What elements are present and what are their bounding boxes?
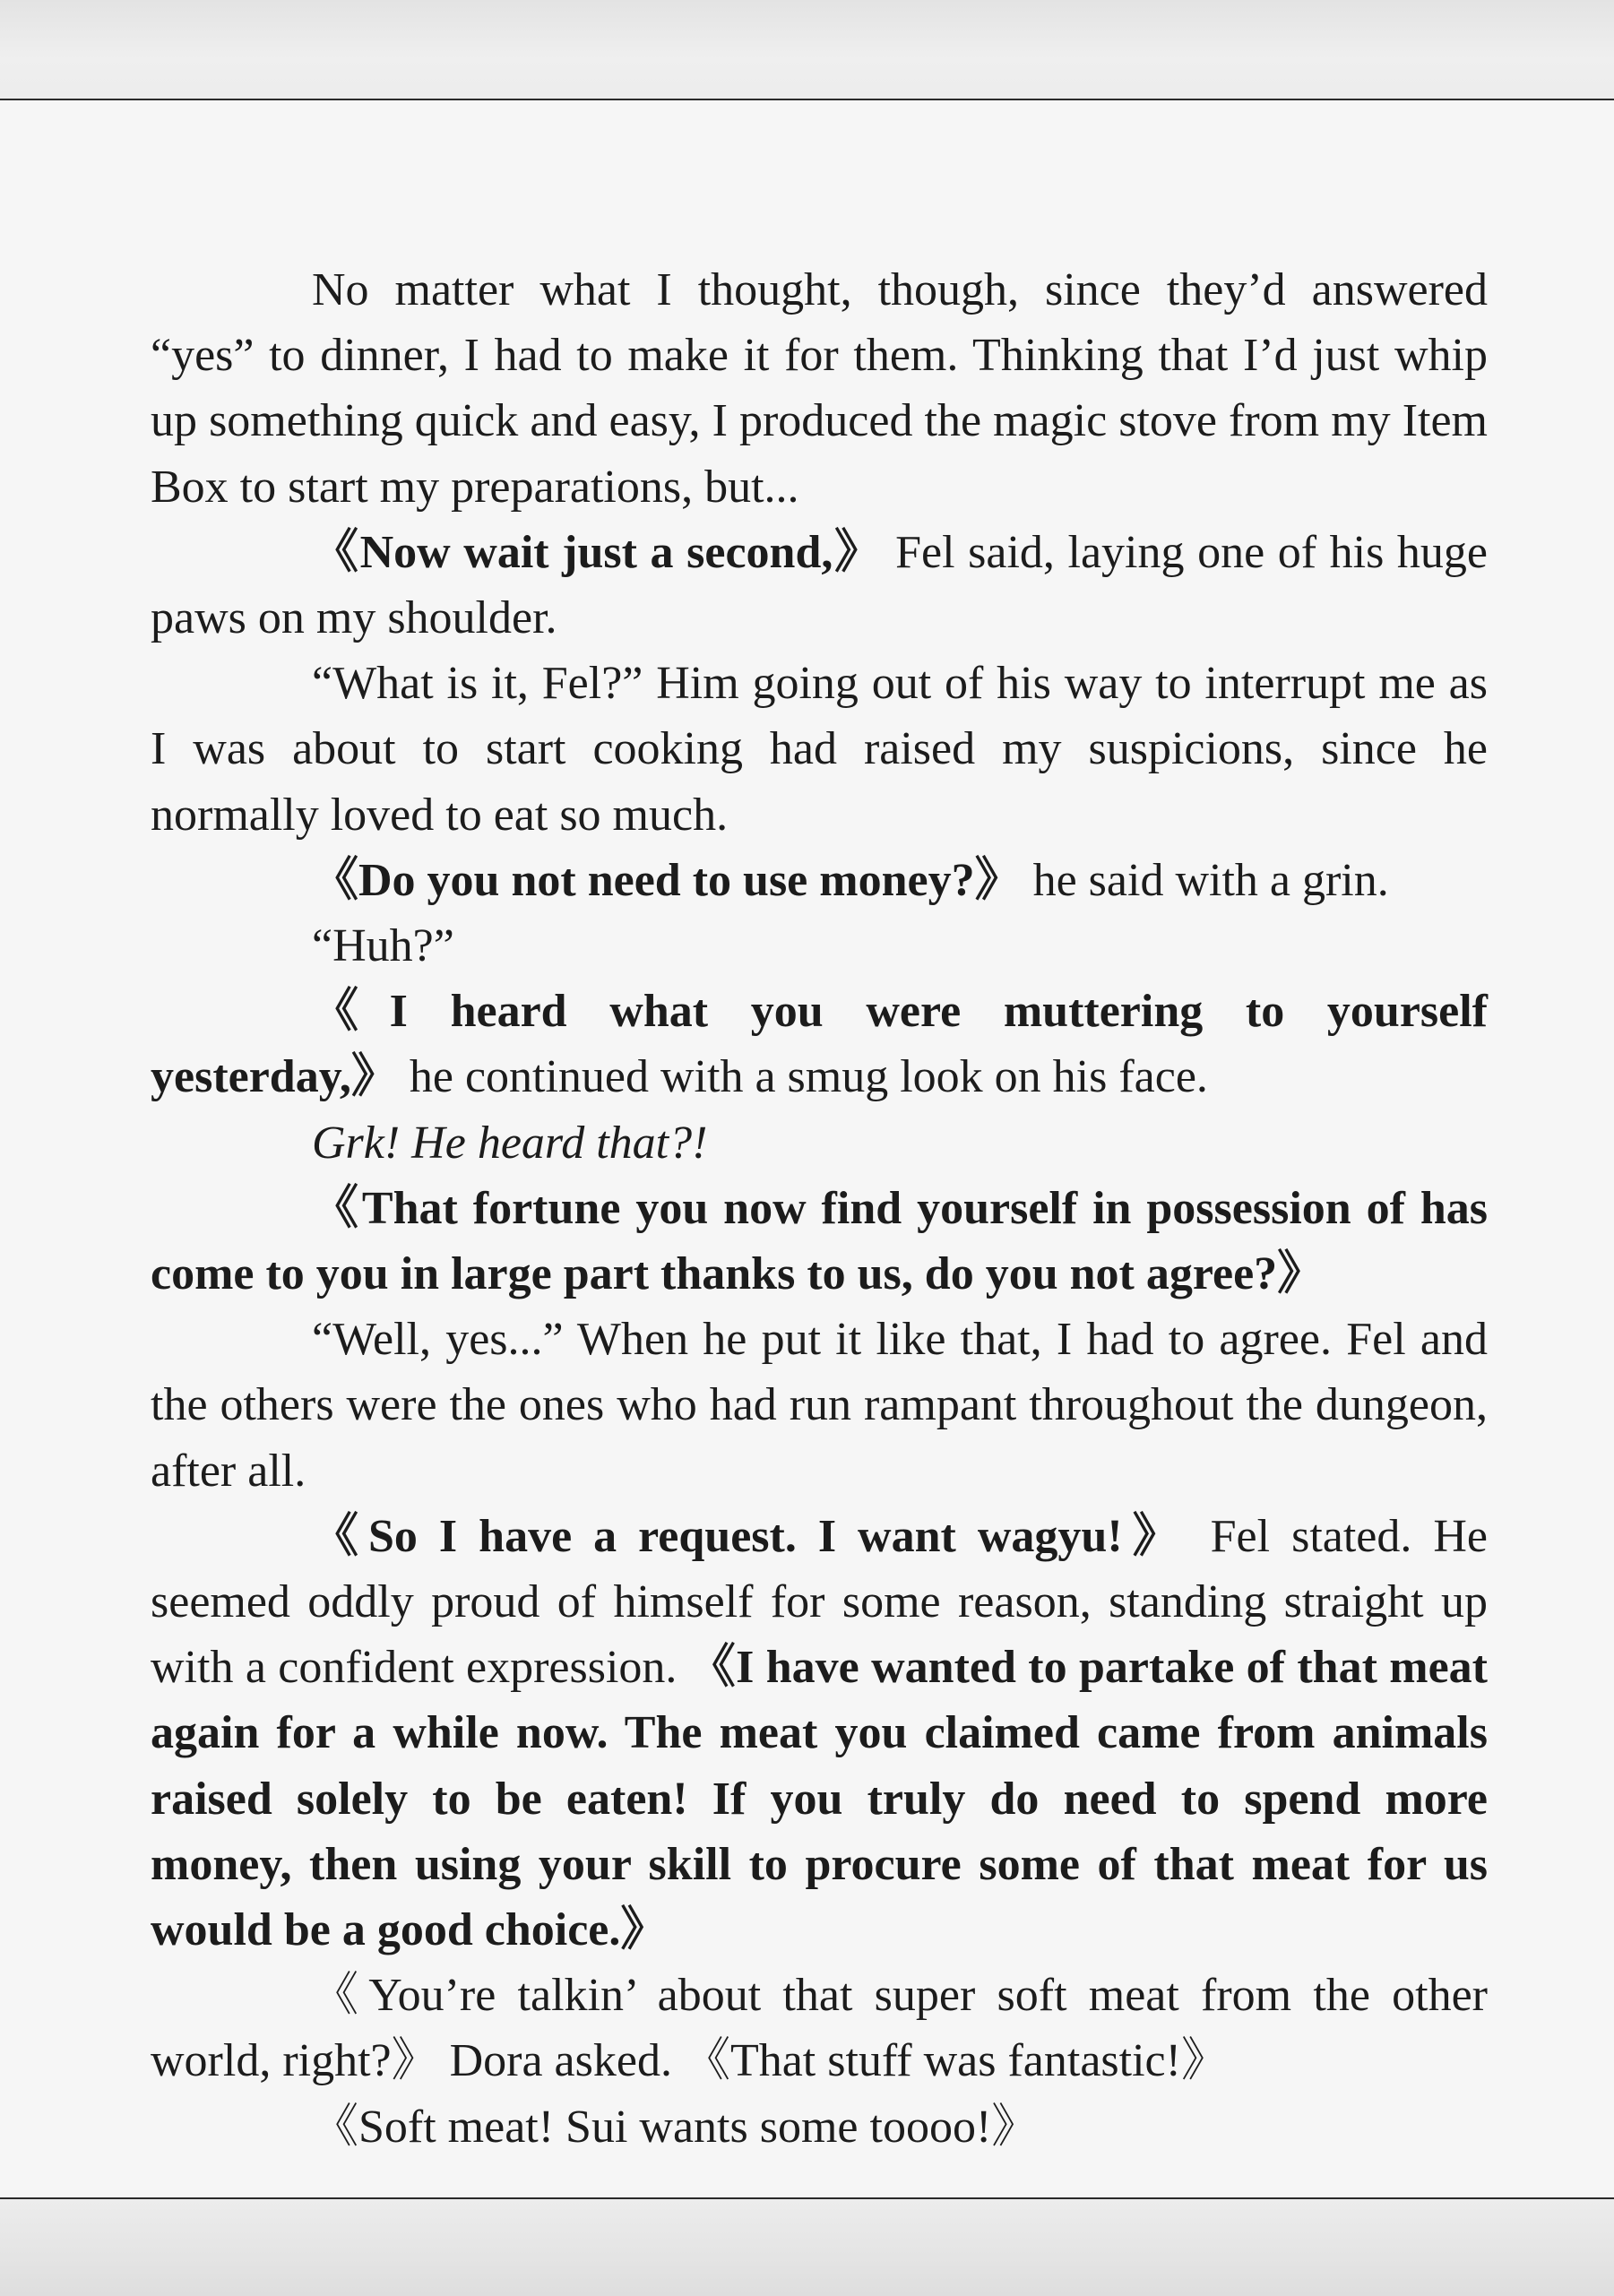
paragraph: 《Soft meat! Sui wants some toooo!》 (312, 2101, 1039, 2153)
book-page (0, 100, 1614, 2197)
paragraph: 《I heard what you were muttering to yourself yesterday,》 he continued with a smug look on his face. (151, 986, 1488, 1103)
paragraph: “What is it, Fel?” Him going out of his way to interrupt me as I was about to start cooking had raised my suspicions, since he normally loved to eat so much. (151, 658, 1488, 841)
page-text (151, 257, 1488, 2160)
paragraph: 《Now wait just a second,》 Fel said, laying one of his huge paws on my shoulder. (151, 526, 1488, 644)
paragraph: 《Do you not need to use money?》 he said with a grin. (312, 854, 1389, 906)
top-border-band (0, 0, 1614, 100)
paragraph: No matter what I thought, though, since they’d answered “yes” to dinner, I had to make it for them. Thinking that I’d just whip up something quick and easy, I produced the magic stove from my Item Box to start my preparations, but... (151, 264, 1488, 513)
paragraph: Grk! He heard that?! (312, 1117, 708, 1169)
paragraph: “Huh?” (312, 920, 454, 972)
paragraph: 《So I have a request. I want wagyu!》 Fel stated. He seemed oddly proud of himself for some reason, standing straight up with a confident expression. 《I have wanted to partake of that meat again for a while now. The meat you claimed came from animals raised solely to be eaten! If you truly do need to spend more money, then using your skill to procure some of that meat for us would be a good choice.》 (151, 1510, 1489, 1956)
paragraph: “Well, yes...” When he put it like that, I had to agree. Fel and the others were the ones who had run rampant throughout the dungeon, after all. (151, 1314, 1488, 1497)
paragraph: 《You’re talkin’ about that super soft meat from the other world, right?》 Dora asked. 《That stuff was fantastic!》 (151, 1970, 1488, 2087)
bottom-border-band (0, 2197, 1614, 2296)
paragraph: 《That fortune you now find yourself in possession of has come to you in large part thanks to us, do you not agree?》 (151, 1182, 1488, 1300)
